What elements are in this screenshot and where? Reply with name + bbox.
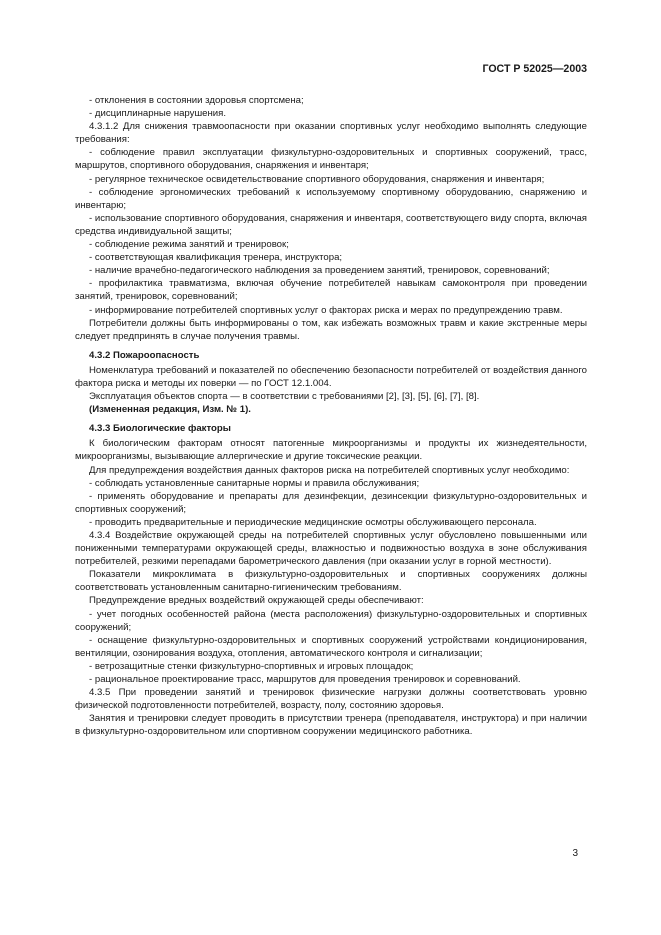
paragraph: - профилактика травматизма, включая обучение потребителей навыкам самоконтроля при проведении занятий, тренировок, соревнований; xyxy=(75,278,587,303)
paragraph: (Измененная редакция, Изм. № 1). xyxy=(89,404,251,416)
paragraph: Предупреждение вредных воздействий окружающей среды обеспечивают: xyxy=(89,595,424,607)
paragraph: 4.3.4 Воздействие окружающей среды на потребителей спортивных услуг обусловлено повышенными или пониженными температурами окружающей среды, влажностью и подвижностью воздуха в зоне обслуживания потребителей, резкими перепадами барометрического давления (при оказании услуг в горной местности). xyxy=(75,530,587,568)
paragraph: - рациональное проектирование трасс, маршрутов для проведения тренировок и соревнований. xyxy=(89,674,521,686)
paragraph: - информирование потребителей спортивных услуг о факторах риска и мерах по предупреждению травм. xyxy=(89,304,563,316)
paragraph: - регулярное техническое освидетельствование спортивного оборудования, снаряжения и инвентаря; xyxy=(89,173,545,185)
page-number: 3 xyxy=(572,848,578,859)
paragraph: - отклонения в состоянии здоровья спортсмена; xyxy=(89,95,304,106)
document-standard-id: ГОСТ Р 52025—2003 xyxy=(482,63,587,75)
paragraph: 4.3.5 При проведении занятий и тренировок физические нагрузки должны соответствовать уровню физической подготовленности потребителей, возрасту, полу, состоянию здоровья. xyxy=(75,687,587,712)
paragraph: - дисциплинарные нарушения. xyxy=(89,108,226,120)
paragraph: 4.3.1.2 Для снижения травмоопасности при оказании спортивных услуг необходимо выполнять следующие требования: xyxy=(75,121,587,146)
section-heading: 4.3.3 Биологические факторы xyxy=(89,423,231,435)
paragraph: - соблюдение эргономических требований к используемому спортивному оборудованию, снаряжению и инвентарю; xyxy=(75,186,587,211)
paragraph: - проводить предварительные и периодические медицинские осмотры обслуживающего персонала. xyxy=(89,516,537,528)
document-body xyxy=(75,94,587,739)
paragraph: - соответствующая квалификация тренера, инструктора; xyxy=(89,252,343,264)
paragraph: Эксплуатация объектов спорта — в соответствии с требованиями [2], [3], [5], [6], [7], [8]. xyxy=(89,391,480,403)
paragraph: - ветрозащитные стенки физкультурно-спортивных и игровых площадок; xyxy=(89,660,414,672)
paragraph: - использование спортивного оборудования, снаряжения и инвентаря, соответствующего виду спорта, включая средства индивидуальной защиты; xyxy=(75,212,587,237)
paragraph: Показатели микроклимата в физкультурно-оздоровительных и спортивных сооружениях должны соответствовать установленным санитарно-гигиеническим требованиям. xyxy=(75,569,587,594)
paragraph: Для предупреждения воздействия данных факторов риска на потребителей спортивных услуг необходимо: xyxy=(89,464,570,476)
paragraph: - применять оборудование и препараты для дезинфекции, дезинсекции физкультурно-оздоровительных и спортивных сооружений; xyxy=(75,490,587,515)
paragraph: - наличие врачебно-педагогического наблюдения за проведением занятий, тренировок, соревнований; xyxy=(89,265,550,277)
paragraph: Номенклатура требований и показателей по обеспечению безопасности потребителей от воздействия данного фактора риска и методы их поверки — по ГОСТ 12.1.004. xyxy=(75,364,587,389)
paragraph: Потребители должны быть информированы о том, как избежать возможных травм и какие экстренные меры следует предпринять в случае получения травмы. xyxy=(75,317,587,342)
paragraph: - соблюдение режима занятий и тренировок; xyxy=(89,239,289,251)
paragraph: Занятия и тренировки следует проводить в присутствии тренера (преподавателя, инструктора) и при наличии в физкультурно-оздоровительном или спортивном сооружении медицинского работника. xyxy=(75,713,587,738)
paragraph: - соблюдать установленные санитарные нормы и правила обслуживания; xyxy=(89,477,420,489)
paragraph: - соблюдение правил эксплуатации физкультурно-оздоровительных и спортивных сооружений, трасс, маршрутов, спортивного оборудования, снаряжения и инвентаря; xyxy=(75,147,587,172)
paragraph: К биологическим факторам относят патогенные микроорганизмы и продукты их жизнедеятельности, микроорганизмы, вызывающие аллергические и другие токсические реакции. xyxy=(75,438,587,463)
paragraph: - учет погодных особенностей района (места расположения) физкультурно-оздоровительных и спортивных сооружений; xyxy=(75,608,587,633)
section-heading: 4.3.2 Пожароопасность xyxy=(89,349,200,361)
paragraph: - оснащение физкультурно-оздоровительных и спортивных сооружений устройствами кондиционирования, вентиляции, озонирования воздуха, отопления, автоматического контроля и сигнализации; xyxy=(75,634,587,659)
